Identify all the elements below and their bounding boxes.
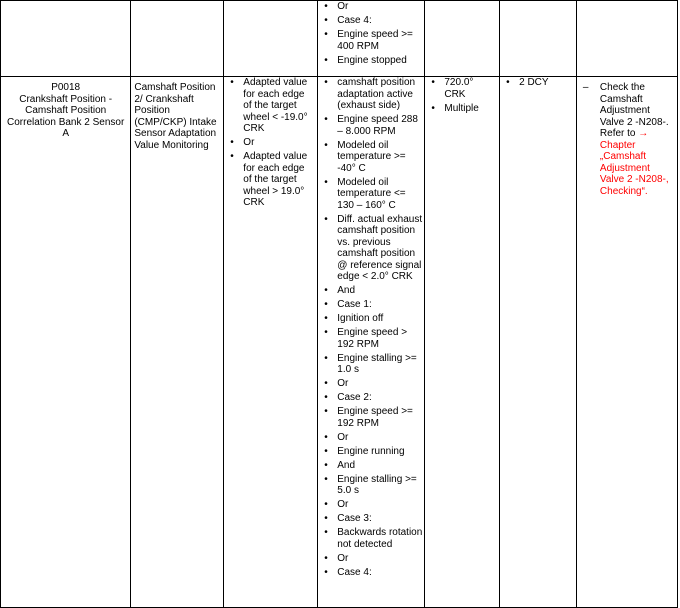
list-item: • Engine stopped <box>318 55 424 67</box>
list-item: • Adapted value for each edge of the target wheel < -19.0° CRK <box>224 77 317 135</box>
mil-illumination-cell <box>500 77 577 608</box>
time-required-list <box>425 77 499 114</box>
dtc-code-description: Crankshaft Position - Camshaft Position Correlation Bank 2 Sensor A <box>7 93 125 139</box>
prev-repair-cell <box>576 1 677 77</box>
list-item: • Engine speed >= 400 RPM <box>318 29 424 52</box>
list-item: • Engine speed >= 192 RPM <box>318 406 424 429</box>
prev-enable-conditions-cell <box>318 1 425 77</box>
list-item: • Diff. actual exhaust camshaft position vs. previous camshaft position @ reference signal edge < 2.0° CRK <box>318 214 424 283</box>
list-item: • Case 4: <box>318 15 424 27</box>
monitoring-strategy-text: Camshaft Position 2/ Crankshaft Position (CMP/CKP) Intake Sensor Adaptation Value Monitoring <box>134 82 217 151</box>
list-item: • Or <box>318 553 424 565</box>
monitoring-strategy-cell <box>131 77 224 608</box>
list-item: • Backwards rotation not detected <box>318 527 424 550</box>
list-item: • Modeled oil temperature >= -40° C <box>318 140 424 175</box>
list-item: • Engine speed 288 – 8.000 RPM <box>318 114 424 137</box>
prev-code-cell <box>1 1 131 77</box>
prev-mil-cell <box>500 1 577 77</box>
list-item: • Or <box>318 432 424 444</box>
table-row <box>1 77 678 608</box>
list-item: • Modeled oil temperature <= 130 – 160° C <box>318 177 424 212</box>
malfunction-criteria-list <box>224 77 317 209</box>
list-item: • And <box>318 285 424 297</box>
enable-conditions-list <box>318 77 424 578</box>
list-item: • Engine stalling >= 1.0 s <box>318 353 424 376</box>
malfunction-criteria-cell <box>224 77 318 608</box>
list-item: • And <box>318 460 424 472</box>
repair-item <box>577 82 677 197</box>
prev-time-cell <box>425 1 500 77</box>
list-item: • camshaft position adaptation active (exhaust side) <box>318 77 424 112</box>
time-required-cell <box>425 77 500 608</box>
list-item: • 720.0° CRK <box>425 77 499 100</box>
list-item: • Adapted value for each edge of the target wheel > 19.0° CRK <box>224 151 317 209</box>
enable-conditions-cell <box>318 77 425 608</box>
list-item: • Or <box>224 137 317 149</box>
list-item: • Or <box>318 1 424 13</box>
list-item: • Case 4: <box>318 567 424 579</box>
list-item: • Engine stalling >= 5.0 s <box>318 474 424 497</box>
list-item: • Multiple <box>425 103 499 115</box>
table-row-previous <box>1 1 678 77</box>
list-item: • Engine speed > 192 RPM <box>318 327 424 350</box>
list-item: • Ignition off <box>318 313 424 325</box>
list-item: • Or <box>318 499 424 511</box>
list-item: • Or <box>318 378 424 390</box>
list-item: • Case 1: <box>318 299 424 311</box>
list-item: • 2 DCY <box>500 77 576 89</box>
list-item: • Case 3: <box>318 513 424 525</box>
chapter-link[interactable]: → Chapter „Camshaft Adjustment Valve 2 -N208-, Checking“. <box>599 128 669 197</box>
prev-malfunction-cell <box>224 1 318 77</box>
dtc-code: P0018 <box>51 82 81 93</box>
prev-monitoring-cell <box>131 1 224 77</box>
repair-cell <box>576 77 677 608</box>
prev-enable-conditions-list <box>318 1 424 66</box>
dtc-code-cell <box>1 77 131 608</box>
mil-illumination-list <box>500 77 576 89</box>
list-item: • Case 2: <box>318 392 424 404</box>
list-item: • Engine running <box>318 446 424 458</box>
repair-list <box>577 77 677 197</box>
repair-text: Check the Camshaft Adjustment Valve 2 -N208-. Refer to <box>599 82 669 139</box>
